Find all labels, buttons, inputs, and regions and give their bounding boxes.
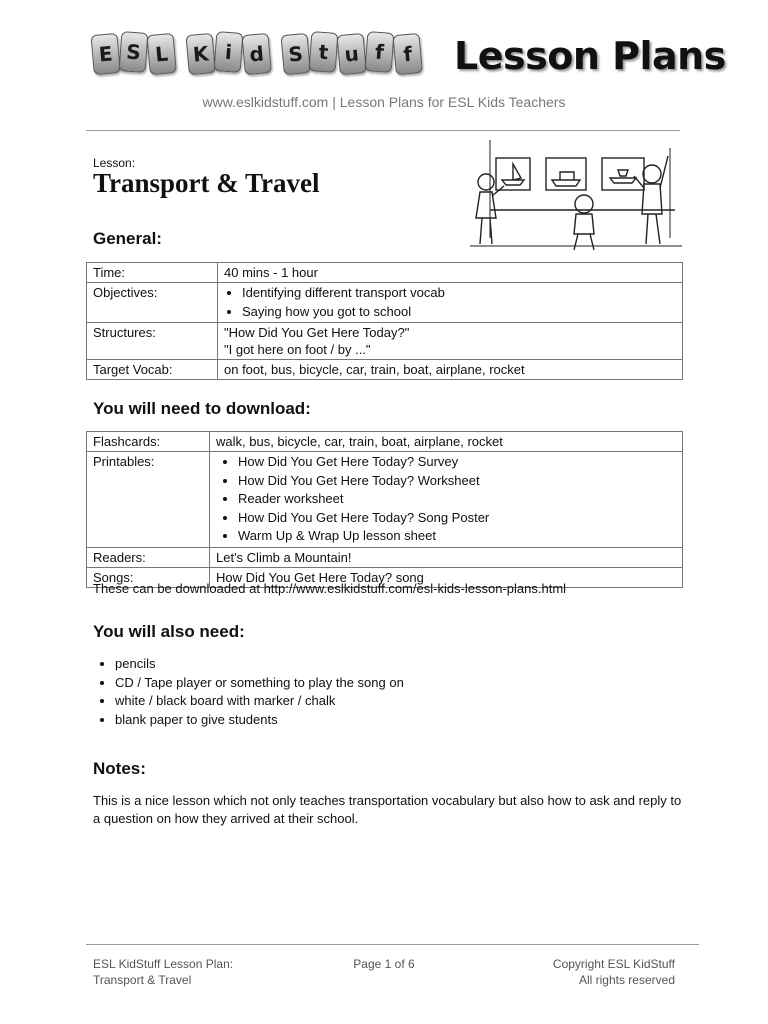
table-row (87, 547, 683, 567)
vocab-label: Target Vocab: (87, 360, 218, 380)
general-table (86, 262, 683, 380)
classroom-illustration (470, 138, 682, 256)
list-item: • Reader worksheet (238, 490, 676, 509)
table-row (87, 452, 683, 548)
readers-value: Let's Climb a Mountain! (210, 547, 683, 567)
footer-copyright: Copyright ESL KidStuff (552, 957, 675, 971)
footer-left (93, 956, 233, 988)
structure-line: "I got here on foot / by ..." (224, 342, 371, 357)
logo-letter-block: f (392, 33, 422, 75)
list-item: • How Did You Get Here Today? Worksheet (238, 472, 676, 491)
table-row (87, 263, 683, 283)
table-row (87, 323, 683, 360)
lesson-title: Transport & Travel (93, 168, 320, 198)
also-need-heading: You will also need: (93, 622, 245, 641)
header-divider (86, 130, 680, 131)
logo-letter-block: i (214, 31, 244, 73)
page-number: Page 1 of 6 (353, 957, 415, 971)
structures-label: Structures: (87, 323, 218, 360)
lesson-label: Lesson: (93, 156, 136, 170)
structures-cell (218, 323, 683, 360)
printables-label: Printables: (87, 452, 210, 548)
logo-letter-block: S (119, 31, 149, 73)
also-need-list (93, 655, 404, 729)
notes-text: This is a nice lesson which not only teaches transportation vocabulary but also how to ask and reply to a question on how they arrived at their school. (93, 793, 682, 826)
printables-list (216, 453, 676, 546)
ship-picture-icon (546, 158, 586, 190)
logo-letter-block: S (280, 33, 310, 75)
flashcards-label: Flashcards: (87, 432, 210, 452)
time-label: Time: (87, 263, 218, 283)
general-heading: General: (93, 229, 162, 248)
header-subtitle: www.eslkidstuff.com | Lesson Plans for ESL Kids Teachers (202, 94, 566, 110)
logo-letter-block: K (185, 33, 215, 75)
table-row (87, 360, 683, 380)
logo-letter-block: f (365, 31, 395, 73)
list-item: • white / black board with marker / chalk (115, 692, 404, 711)
structure-line: "How Did You Get Here Today?" (224, 325, 410, 340)
footer-rights: All rights reserved (578, 973, 675, 987)
notes-heading: Notes: (93, 759, 146, 778)
footer-lesson-name: Transport & Travel (93, 973, 192, 987)
printables-cell (210, 452, 683, 548)
objectives-list (224, 284, 676, 321)
table-row (87, 432, 683, 452)
footer-doc-type: ESL KidStuff Lesson Plan: (93, 957, 234, 971)
songs-value: How Did You Get Here Today? song (210, 567, 683, 587)
site-logo (92, 32, 421, 82)
time-value: 40 mins - 1 hour (218, 263, 683, 283)
girl-figure-icon (478, 174, 494, 190)
logo-letter-block: t (309, 31, 339, 73)
logo-letter-block: E (90, 33, 120, 75)
sailboat-picture-icon (602, 158, 644, 190)
list-item: • CD / Tape player or something to play the song on (115, 674, 404, 693)
vocab-value: on foot, bus, bicycle, car, train, boat, airplane, rocket (218, 360, 683, 380)
download-note: These can be downloaded at http://www.eslkidstuff.com/esl-kids-lesson-plans.html (93, 581, 567, 596)
objectives-cell (218, 283, 683, 323)
download-heading: You will need to download: (93, 399, 311, 418)
list-item: • Identifying different transport vocab (242, 284, 676, 303)
table-row (87, 283, 683, 323)
objectives-label: Objectives: (87, 283, 218, 323)
list-item: • Saying how you got to school (242, 303, 676, 322)
logo-letter-block: u (336, 33, 366, 75)
footer-right (480, 956, 675, 988)
download-table (86, 431, 683, 588)
songs-label: Songs: (87, 567, 210, 587)
footer-divider (86, 944, 699, 945)
list-item: • pencils (115, 655, 404, 674)
list-item: • blank paper to give students (115, 711, 404, 730)
readers-label: Readers: (87, 547, 210, 567)
list-item: • How Did You Get Here Today? Survey (238, 453, 676, 472)
list-item: • Warm Up & Wrap Up lesson sheet (238, 527, 676, 546)
waving-child-icon (643, 165, 661, 183)
header-title: Lesson Plans (454, 34, 726, 78)
list-item: • How Did You Get Here Today? Song Poster (238, 509, 676, 528)
logo-letter-block: d (241, 33, 271, 75)
flashcards-value: walk, bus, bicycle, car, train, boat, airplane, rocket (210, 432, 683, 452)
logo-letter-block: L (146, 33, 176, 75)
